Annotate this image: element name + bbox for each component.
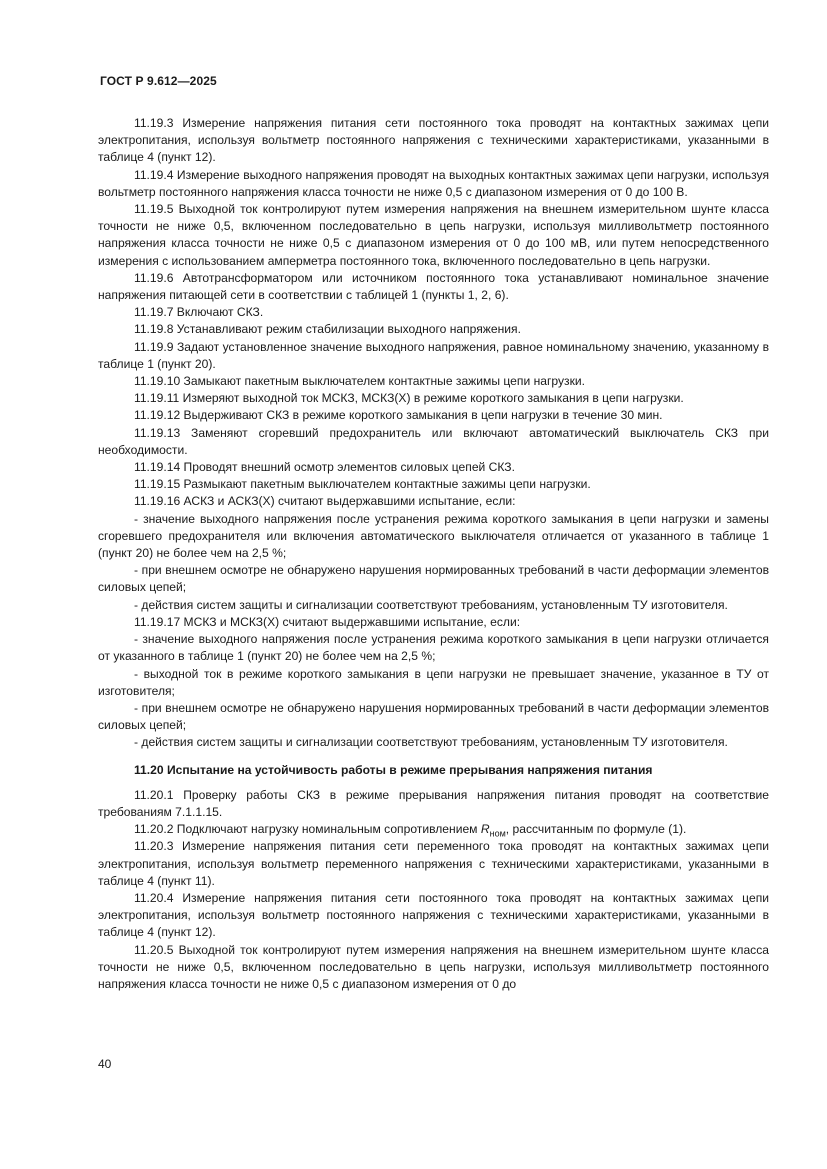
list-item: - при внешнем осмотре не обнаружено нарушения нормированных требований в части деформации элементов силовых цепей; xyxy=(98,700,769,733)
list-item: - значение выходного напряжения после устранения режима короткого замыкания в цепи нагрузки и замены сгоревшего предохранителя или включения автоматического выключателя отличается от указанного в таблице 1 (пункт 20) не более чем на 2,5 %; xyxy=(98,511,769,561)
page-number: 40 xyxy=(98,1057,112,1071)
paragraph: 11.19.15 Размыкают пакетным выключателем контактные зажимы цепи нагрузки. xyxy=(134,477,591,492)
resistance-symbol: R xyxy=(480,822,490,837)
list-item: - действия систем защиты и сигнализации соответствуют требованиям, установленным ТУ изготовителя. xyxy=(134,735,728,750)
paragraph-text-before: 11.20.2 Подключают нагрузку номинальным сопротивлением xyxy=(134,822,481,837)
paragraph: 11.19.4 Измерение выходного напряжения проводят на выходных контактных зажимах цепи нагрузки, используя вольтметр постоянного напряжения класса точности не ниже 0,5 с диапазоном измерения от 0 до 100 В. xyxy=(98,167,769,199)
page-body xyxy=(98,115,769,993)
list-item: - действия систем защиты и сигнализации соответствуют требованиям, установленным ТУ изготовителя. xyxy=(134,597,728,612)
paragraph: 11.19.6 Автотрансформатором или источником постоянного тока устанавливают номинальное значение напряжения питающей сети в соответствии с таблицей 1 (пункты 1, 2, 6). xyxy=(98,270,769,303)
paragraph: 11.19.9 Задают установленное значение выходного напряжения, равное номинальному значению, указанному в таблице 1 (пункт 20). xyxy=(98,339,769,371)
list-item: - при внешнем осмотре не обнаружено нарушения нормированных требований в части деформации элементов силовых цепей; xyxy=(98,563,769,595)
paragraph: 11.19.17 МСКЗ и МСКЗ(Х) считают выдержавшими испытание, если: xyxy=(134,614,521,629)
document-header: ГОСТ Р 9.612—2025 xyxy=(100,74,217,88)
paragraph: 11.19.10 Замыкают пакетным выключателем контактные зажимы цепи нагрузки. xyxy=(134,374,585,389)
resistance-subscript: ном xyxy=(489,828,506,839)
paragraph: 11.19.11 Измеряют выходной ток МСКЗ, МСКЗ(Х) в режиме короткого замыкания в цепи нагрузки. xyxy=(134,391,684,406)
paragraph: 11.19.7 Включают СКЗ. xyxy=(134,305,264,320)
section-11-19-paragraphs xyxy=(98,115,769,752)
list-item: - значение выходного напряжения после устранения режима короткого замыкания в цепи нагрузки отличается от указанного в таблице 1 (пункт 20) не более чем на 2,5 %; xyxy=(98,632,769,664)
paragraph-formula-reference xyxy=(98,821,769,838)
paragraph: 11.19.12 Выдерживают СКЗ в режиме короткого замыкания в цепи нагрузки в течение 30 мин. xyxy=(134,408,663,423)
list-item: - выходной ток в режиме короткого замыкания в цепи нагрузки не превышает значение, указанное в ТУ от изготовителя; xyxy=(98,666,769,698)
section-heading: 11.20 Испытание на устойчивость работы в режиме прерывания напряжения питания xyxy=(134,762,653,777)
section-11-20-paragraphs xyxy=(98,787,769,993)
paragraph: 11.19.13 Заменяют сгоревший предохранитель или включают автоматический выключатель СКЗ при необходимости. xyxy=(98,425,769,457)
paragraph: 11.20.4 Измерение напряжения питания сети постоянного тока проводят на контактных зажимах цепи электропитания, используя вольтметр постоянного напряжения с техническими характеристиками, указанными в таблице 4 (пункт 12). xyxy=(98,890,769,940)
paragraph: 11.20.1 Проверку работы СКЗ в режиме прерывания напряжения питания проводят на соответствие требованиям 7.1.1.15. xyxy=(98,787,769,819)
paragraph: 11.19.14 Проводят внешний осмотр элементов силовых цепей СКЗ. xyxy=(134,460,515,475)
paragraph: 11.19.3 Измерение напряжения питания сети постоянного тока проводят на контактных зажимах цепи электропитания, используя вольтметр постоянного напряжения с техническими характеристиками, указанными в таблице 4 (пункт 12). xyxy=(98,116,769,165)
paragraph: 11.20.3 Измерение напряжения питания сети переменного тока проводят на контактных зажимах цепи электропитания, используя вольтметр переменного напряжения с техническими характеристиками, указанными в таблице 4 (пункт 11). xyxy=(98,839,769,888)
paragraph-text-after: , рассчитанным по формуле (1). xyxy=(505,822,687,837)
paragraph: 11.20.5 Выходной ток контролируют путем измерения напряжения на внешнем измерительном шунте класса точности не ниже 0,5, включенном последовательно в цепь нагрузки, используя милливольтметр постоянного напряжения класса точности не ниже 0,5 с диапазоном измерения от 0 до xyxy=(98,942,769,991)
paragraph: 11.19.16 АСКЗ и АСКЗ(Х) считают выдержавшими испытание, если: xyxy=(134,494,516,509)
paragraph: 11.19.8 Устанавливают режим стабилизации выходного напряжения. xyxy=(134,322,521,337)
paragraph: 11.19.5 Выходной ток контролируют путем измерения напряжения на внешнем измерительном шунте класса точности не ниже 0,5, включенном последовательно в цепь нагрузки, используя милливольтметр постоянного напряжения класса точности не ниже 0,5 с диапазоном измерения от 0 до 100 мВ, или путем непосредственного измерения с использованием амперметра постоянного тока, включенного последовательно в цепь нагрузки. xyxy=(98,202,769,268)
